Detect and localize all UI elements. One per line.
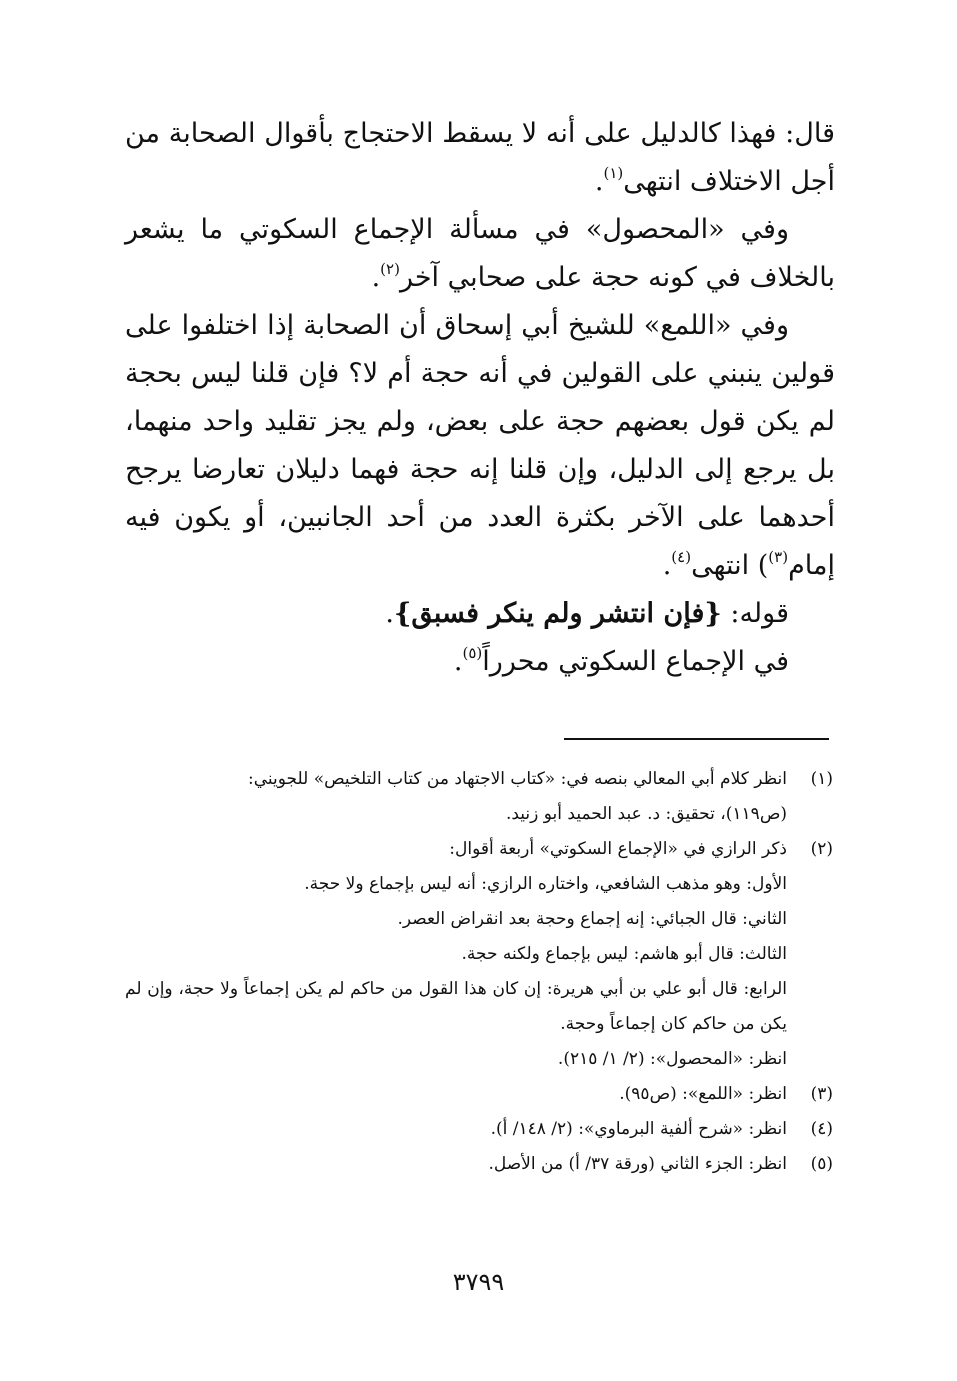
footnote-text: ذكر الرازي في «الإجماع السكوتي» أربعة أقوال: bbox=[449, 839, 787, 859]
footnote-number: (٤) bbox=[810, 1119, 833, 1139]
footnote-ref-4[interactable]: (٤) bbox=[671, 548, 692, 566]
footnote-ref-3[interactable]: (٣) bbox=[768, 548, 789, 566]
quoted-matn: {فإن انتشر ولم ينكر فسبق} bbox=[393, 598, 722, 629]
paragraph-2: وفي «المحصول» في مسألة الإجماع السكوتي ما يشعر بالخلاف في كونه حجة على صحابي آخر$^{(٢)}$. bbox=[125, 214, 835, 293]
footnote-text: انظر: «شرح ألفية البرماوي»: (٢/ ١٤٨/ أ). bbox=[490, 1119, 787, 1139]
footnote-text: انظر: «اللمع»: (ص٩٥). bbox=[619, 1084, 787, 1104]
footnote-text: انظر: الجزء الثاني (ورقة ٣٧/ أ) من الأصل. bbox=[488, 1154, 787, 1174]
footnote-text: انظر كلام أبي المعالي بنصه في: «كتاب الاجتهاد من كتاب التلخيص» للجويني: bbox=[247, 769, 787, 789]
footnote-text: (ص١١٩)، تحقيق: د. عبد الحميد أبو زنيد. bbox=[505, 804, 787, 824]
page-number: ٣٧٩٩ bbox=[452, 1268, 505, 1296]
main-text bbox=[125, 110, 835, 686]
footnote-number: (١) bbox=[810, 769, 833, 789]
footnotes bbox=[125, 762, 833, 1182]
footnote-text: الثالث: قال أبو هاشم: ليس بإجماع ولكنه حجة. bbox=[461, 944, 787, 964]
footnote-separator bbox=[564, 738, 829, 740]
footnote-5 bbox=[125, 1147, 833, 1182]
footnote-text: الأول: وهو مذهب الشافعي، واختاره الرازي: أنه ليس بإجماع ولا حجة. bbox=[304, 874, 787, 894]
footnote-text: الرابع: قال أبو علي بن أبي هريرة: إن كان هذا القول من حاكم لم يكن إجماعاً ولا حجة، وإن لم يكن من حاكم كان إجماعاً وحجة. bbox=[125, 979, 787, 1034]
footnote-number: (٢) bbox=[810, 839, 833, 859]
footnote-number: (٥) bbox=[810, 1154, 833, 1174]
footnote-ref-1[interactable]: (١) bbox=[603, 164, 624, 182]
footnote-2 bbox=[125, 832, 833, 1077]
footnote-3 bbox=[125, 1077, 833, 1112]
footnote-text: الثاني: قال الجبائي: إنه إجماع وحجة بعد انقراض العصر. bbox=[397, 909, 787, 929]
paragraph-5: في الإجماع السكوتي محرراً$^{(٥)}$. bbox=[453, 644, 789, 677]
paragraph-3: وفي «اللمع» للشيخ أبي إسحاق أن الصحابة إذا اختلفوا على قولين ينبني على القولين في أنه حجة أم لا؟ فإن قلنا ليس بحجة لم يكن قول بعضهم حجة على بعض، ولم يجز تقليد واحد منهما، بل يرجع إلى الدليل، وإن قلنا إنه حجة فهما دليلان تعارضا يرجح أحدهما على الآخر بكثرة العدد من أحد الجانبين، أو يكون فيه إمام$^{(٣)}$) انتهى$^{(٤)}$. bbox=[125, 310, 835, 581]
paragraph-1: قال: فهذا كالدليل على أنه لا يسقط الاحتجاج بأقوال الصحابة من أجل الاختلاف انتهى$^{(١)}$. bbox=[125, 118, 835, 197]
footnote-1 bbox=[125, 762, 833, 832]
footnote-4 bbox=[125, 1112, 833, 1147]
footnote-text: انظر: «المحصول»: (٢/ ١/ ٢١٥). bbox=[557, 1049, 787, 1069]
footnote-number: (٣) bbox=[810, 1084, 833, 1104]
footnote-ref-5[interactable]: (٥) bbox=[462, 644, 483, 662]
paragraph-4: قوله: {فإن انتشر ولم ينكر فسبق}. bbox=[385, 598, 789, 629]
footnote-ref-2[interactable]: (٢) bbox=[380, 260, 400, 278]
